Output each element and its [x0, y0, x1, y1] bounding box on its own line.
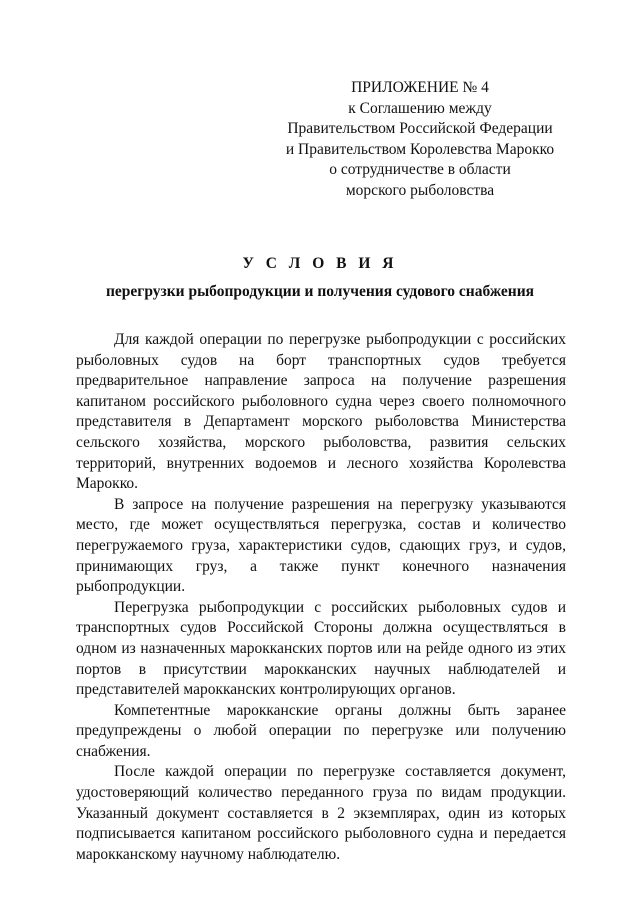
annex-line: морского рыболовства	[345, 181, 495, 199]
document-body	[76, 330, 566, 865]
document-subtitle: перегрузки рыбопродукции и получения судового снабжения	[105, 283, 535, 300]
annex-line: к Соглашению между	[348, 99, 492, 117]
document-title: У С Л О В И Я	[242, 255, 398, 272]
paragraph: После каждой операции по перегрузке составляется документ, удостоверяющий количество переданного груза по видам продукции. Указанный документ составляется в 2 экземплярах, один из которых подписывается капитаном российского рыболовного судна и передается марокканскому научному наблюдателю.	[76, 763, 566, 863]
annex-header	[270, 78, 570, 201]
annex-line: Правительством Российской Федерации	[287, 120, 553, 137]
paragraph: В запросе на получение разрешения на перегрузку указываются место, где может осуществляться перегрузка, состав и количество перегружаемого груза, характеристики судов, сдающих груз, и судов, принимающих груз, а также пункт конечного назначения рыбопродукции.	[76, 495, 566, 596]
paragraph: Перегрузка рыбопродукции с российских рыболовных судов и транспортных судов Российской Стороны должна осуществляться в одном из назначенных марокканских портов или на рейде одного из этих портов в присутствии марокканских научных наблюдателей и представителей марокканских контролирующих органов.	[76, 598, 566, 699]
paragraph: Компетентные марокканские органы должны быть заранее предупреждены о любой операции по перегрузке или получению снабжения.	[76, 701, 566, 760]
annex-line: и Правительством Королевства Марокко	[285, 140, 555, 158]
annex-line: о сотрудничестве в области	[329, 161, 511, 178]
annex-number: ПРИЛОЖЕНИЕ № 4	[351, 79, 489, 96]
paragraph: Для каждой операции по перегрузке рыбопродукции с российских рыболовных судов на борт транспортных судов требуется предварительное направление запроса на получение разрешения капитаном российского рыболовного судна через своего полномочного представителя в Департамент морского рыболовства Министерства сельского хозяйства, морского рыболовства, развития сельских территорий, внутренних водоемов и лесного хозяйства Королевства Марокко.	[76, 331, 566, 493]
